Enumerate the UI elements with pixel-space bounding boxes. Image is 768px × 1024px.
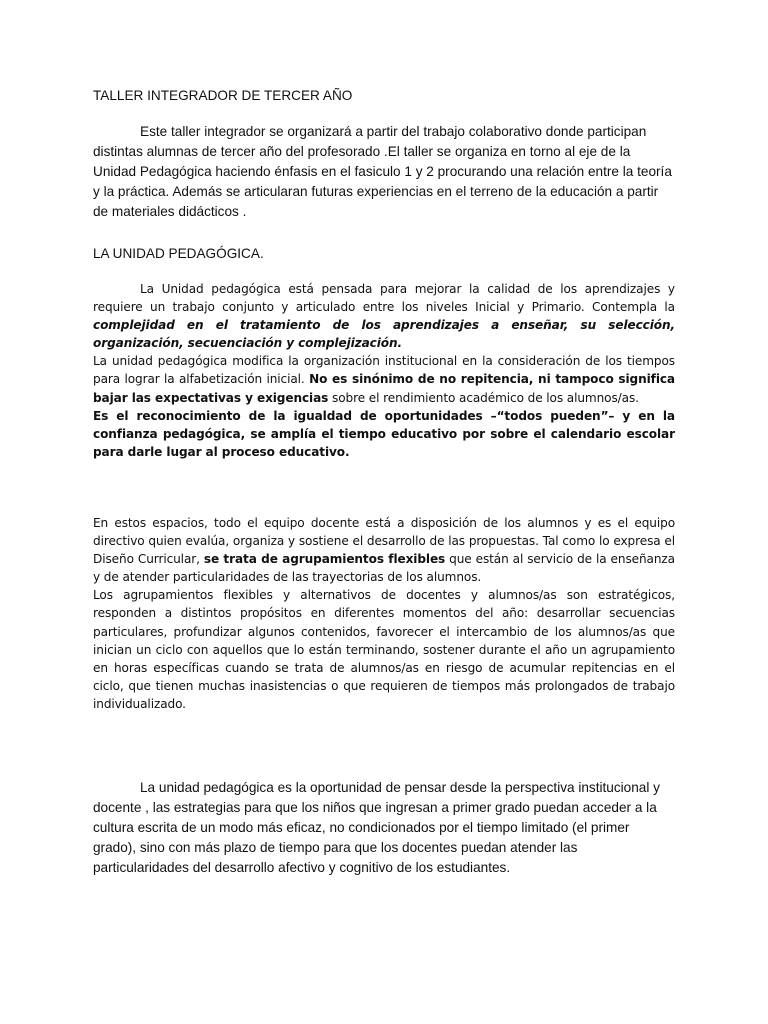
paragraph-2: La unidad pedagógica modifica la organización institucional en la consideración de los tiempos para lograr la alfabetización inicial. No es sinónimo de no repitencia, ni tampoco significa bajar las expectativas y exigencias sobre el rendimiento académico de los alumnos/as. bbox=[93, 354, 675, 405]
paragraph-1: La Unidad pedagógica está pensada para mejorar la calidad de los aprendizajes y requiere un trabajo conjunto y articulado entre los niveles Inicial y Primario. Contempla la complejidad en el tratamiento de los aprendizajes a enseñar, su selección, organización, secuenciación y complejización. bbox=[93, 282, 675, 351]
section-heading: LA UNIDAD PEDAGÓGICA. bbox=[93, 246, 264, 261]
agrupamientos-paragraphs bbox=[93, 514, 675, 713]
paragraph-5: Los agrupamientos flexibles y alternativos de docentes y alumnos/as son estratégicos, responden a distintos propósitos en diferentes momentos del año: desarrollar secuencias particulares, profundizar algunos contenidos, favorecer el intercambio de los alumnos/as que inician un ciclo con aquellos que lo están terminando, sostener durante el año un agrupamiento en horas específicas cuando se trata de alumnos/as en riesgo de acumular repitencias en el ciclo, que tienen muchas inasistencias o que requieren de tiempos más prolongados de trabajo individualizado. bbox=[93, 588, 675, 711]
closing-paragraph bbox=[93, 778, 675, 878]
bold-emphasis: No es sinónimo de no repitencia, ni tampoco significa bajar las expectativas y exigencias bbox=[93, 372, 675, 405]
closing-text: La unidad pedagógica es la oportunidad de pensar desde la perspectiva institucional y docente , las estrategias para que los niños que ingresan a primer grado puedan acceder a la cultura escrita de un modo más eficaz, no condicionados por el tiempo limitado (el primer grado), sino con más plazo de tiempo para que los docentes puedan atender las particularidades del desarrollo afectivo y cognitivo de los estudiantes. bbox=[93, 780, 660, 875]
unidad-paragraphs bbox=[93, 280, 675, 461]
intro-text: Este taller integrador se organizará a partir del trabajo colaborativo donde participan distintas alumnas de tercer año del profesorado .El taller se organiza en torno al eje de la Unidad Pedagógica haciendo énfasis en el fasiculo 1 y 2 procurando una relación entre la teoría y la práctica. Además se articularan futuras experiencias en el terreno de la educación a partir de materiales didácticos . bbox=[93, 124, 672, 219]
italic-emphasis: complejidad en el tratamiento de los aprendizajes a enseñar, su selección, organización, secuenciación y complejización. bbox=[93, 318, 675, 351]
bold-emphasis-2: se trata de agrupamientos flexibles bbox=[203, 552, 446, 567]
paragraph-3: Es el reconocimiento de la igualdad de oportunidades –“todos pueden”– y en la confianza pedagógica, se amplía el tiempo educativo por sobre el calendario escolar para darle lugar al proceso educativo. bbox=[93, 408, 675, 459]
intro-paragraph bbox=[93, 122, 675, 222]
paragraph-4: En estos espacios, todo el equipo docente está a disposición de los alumnos y es el equipo directivo quien evalúa, organiza y sostiene el desarrollo de las propuestas. Tal como lo expresa el Diseño Curricular, se trata de agrupamientos flexibles que están al servicio de la enseñanza y de atender particularidades de las trayectorias de los alumnos. bbox=[93, 516, 675, 585]
document-title: TALLER INTEGRADOR DE TERCER AÑO bbox=[93, 88, 353, 103]
